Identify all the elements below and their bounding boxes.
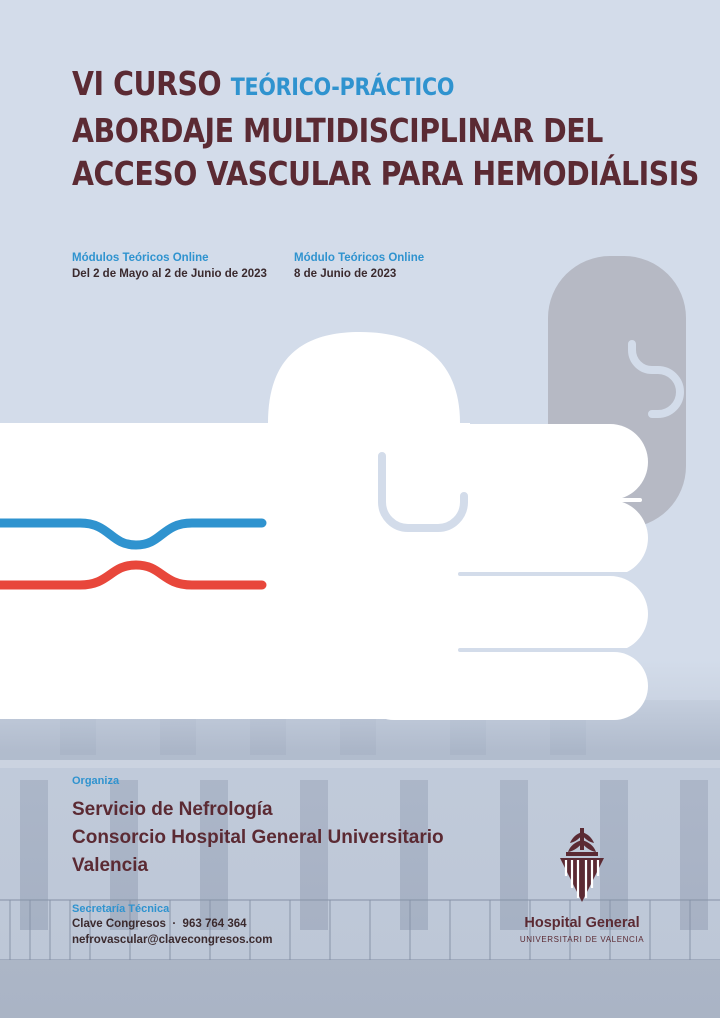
organizer-line: Servicio de Nefrología	[72, 799, 273, 820]
dates-online-module	[294, 250, 424, 282]
dates-value: 8 de Junio de 2023	[294, 268, 397, 280]
hospital-name: Hospital General	[524, 915, 640, 931]
dates-label: Módulo Teóricos Online	[294, 252, 425, 264]
secretariat-email[interactable]: nefrovascular@clavecongresos.com	[72, 934, 273, 946]
hospital-logo	[512, 826, 652, 956]
organizer-block	[72, 774, 532, 880]
organizer-label: Organiza	[72, 775, 120, 787]
dates-online-modules	[72, 250, 267, 282]
dates-value: Del 2 de Mayo al 2 de Junio de 2023	[72, 268, 267, 280]
dates-label: Módulos Teóricos Online	[72, 252, 209, 264]
hand-fistula-illustration	[0, 240, 720, 740]
title-course-number: VI CURSO	[72, 64, 222, 103]
title-line-3: ACCESO VASCULAR PARA HEMODIÁLISIS	[72, 154, 699, 193]
technical-secretariat-block	[72, 902, 372, 948]
title-line-1	[72, 62, 605, 109]
title-block	[72, 62, 699, 195]
organizer-line: Consorcio Hospital General Universitario	[72, 827, 444, 848]
hospital-crest-icon	[552, 826, 612, 904]
title-line-2: ABORDAJE MULTIDISCIPLINAR DEL	[72, 111, 603, 150]
organizer-line: Valencia	[72, 855, 149, 876]
secretariat-label: Secretaría Técnica	[72, 903, 170, 915]
hospital-subtitle: UNIVERSITARI DE VALENCIA	[519, 935, 645, 944]
title-course-type: TEÓRICO-PRÁCTICO	[230, 73, 455, 101]
secretariat-contact: Clave Congresos · 963 764 364	[72, 918, 247, 930]
